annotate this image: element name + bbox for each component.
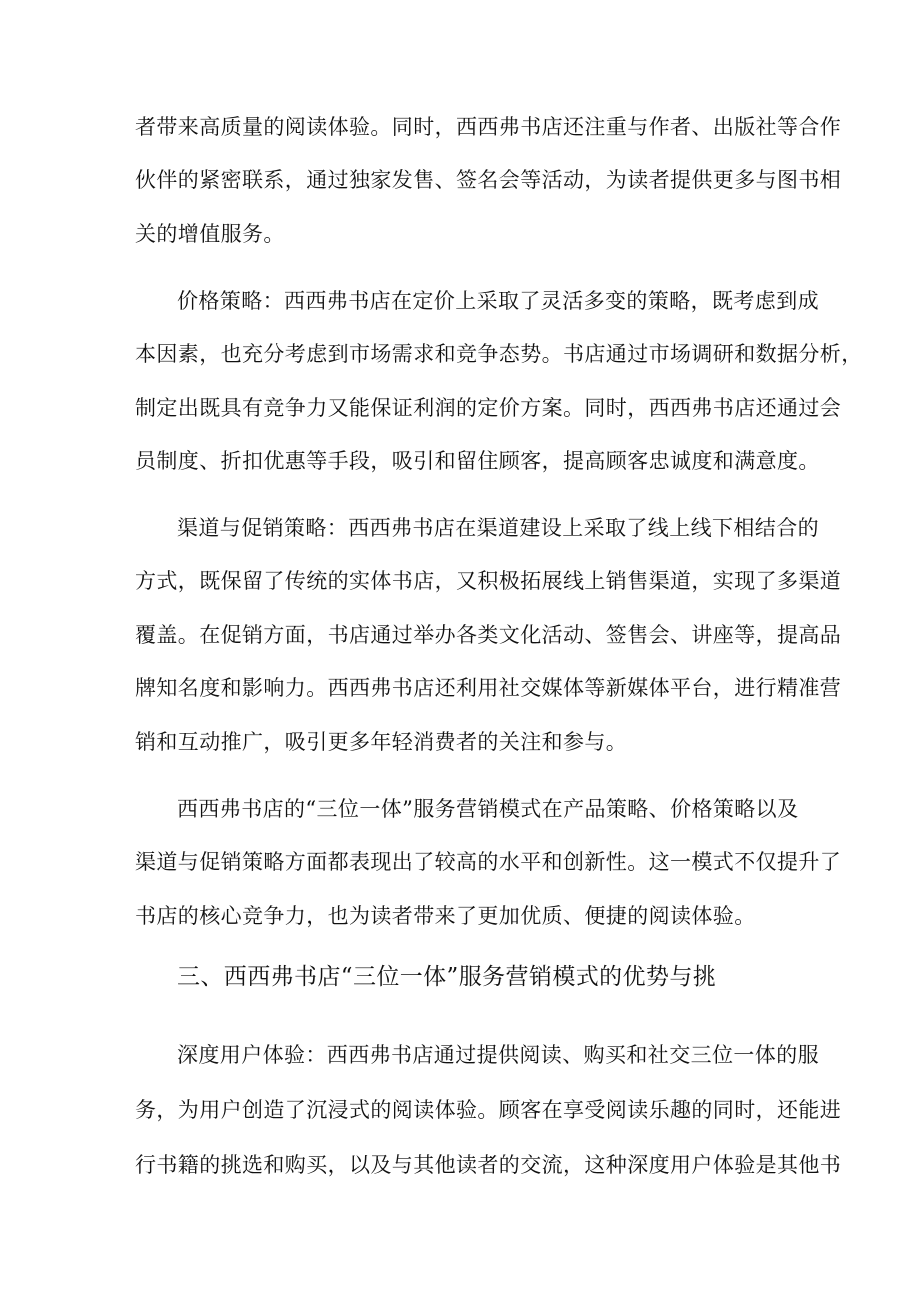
paragraph-3-line-4: 牌知名度和影响力。西西弗书店还利用社交媒体等新媒体平台，进行精准营	[135, 676, 842, 700]
paragraph-4-line-2: 渠道与促销策略方面都表现出了较高的水平和创新性。这一模式不仅提升了	[135, 850, 842, 874]
paragraph-2-line-1: 价格策略：西西弗书店在定价上采取了灵活多变的策略，既考虑到成	[177, 289, 819, 313]
paragraph-2-line-4: 员制度、折扣优惠等手段，吸引和留住顾客，提高顾客忠诚度和满意度。	[135, 449, 820, 473]
paragraph-4-line-1: 西西弗书店的“三位一体”服务营销模式在产品策略、价格策略以及	[177, 797, 799, 821]
section-paragraph-line-2: 务，为用户创造了沉浸式的阅读体验。顾客在享受阅读乐趣的同时，还能进	[135, 1098, 842, 1122]
section-heading: 三、西西弗书店“三位一体”服务营销模式的优势与挑	[177, 964, 717, 990]
paragraph-1-line-3: 关的增值服务。	[135, 222, 285, 246]
paragraph-3-line-5: 销和互动推广，吸引更多年轻消费者的关注和参与。	[135, 730, 628, 754]
paragraph-1-line-1: 者带来高质量的阅读体验。同时，西西弗书店还注重与作者、出版社等合作	[135, 115, 842, 139]
paragraph-3-line-2: 方式，既保留了传统的实体书店，又积极拓展线上销售渠道，实现了多渠道	[135, 569, 842, 593]
section-paragraph-line-3: 行书籍的挑选和购买，以及与其他读者的交流，这种深度用户体验是其他书	[135, 1153, 842, 1177]
paragraph-2-line-3: 制定出既具有竞争力又能保证利润的定价方案。同时，西西弗书店还通过会	[135, 396, 842, 420]
paragraph-4-line-3: 书店的核心竞争力，也为读者带来了更加优质、便捷的阅读体验。	[135, 904, 756, 928]
paragraph-1-line-2: 伙伴的紧密联系，通过独家发售、签名会等活动，为读者提供更多与图书相	[135, 168, 842, 192]
section-paragraph-line-1: 深度用户体验：西西弗书店通过提供阅读、购买和社交三位一体的服	[177, 1043, 819, 1067]
paragraph-3-line-1: 渠道与促销策略：西西弗书店在渠道建设上采取了线上线下相结合的	[177, 516, 819, 540]
paragraph-3-line-3: 覆盖。在促销方面，书店通过举办各类文化活动、签售会、讲座等，提高品	[135, 623, 842, 647]
paragraph-2-line-2: 本因素，也充分考虑到市场需求和竞争态势。书店通过市场调研和数据分析，	[135, 342, 863, 366]
